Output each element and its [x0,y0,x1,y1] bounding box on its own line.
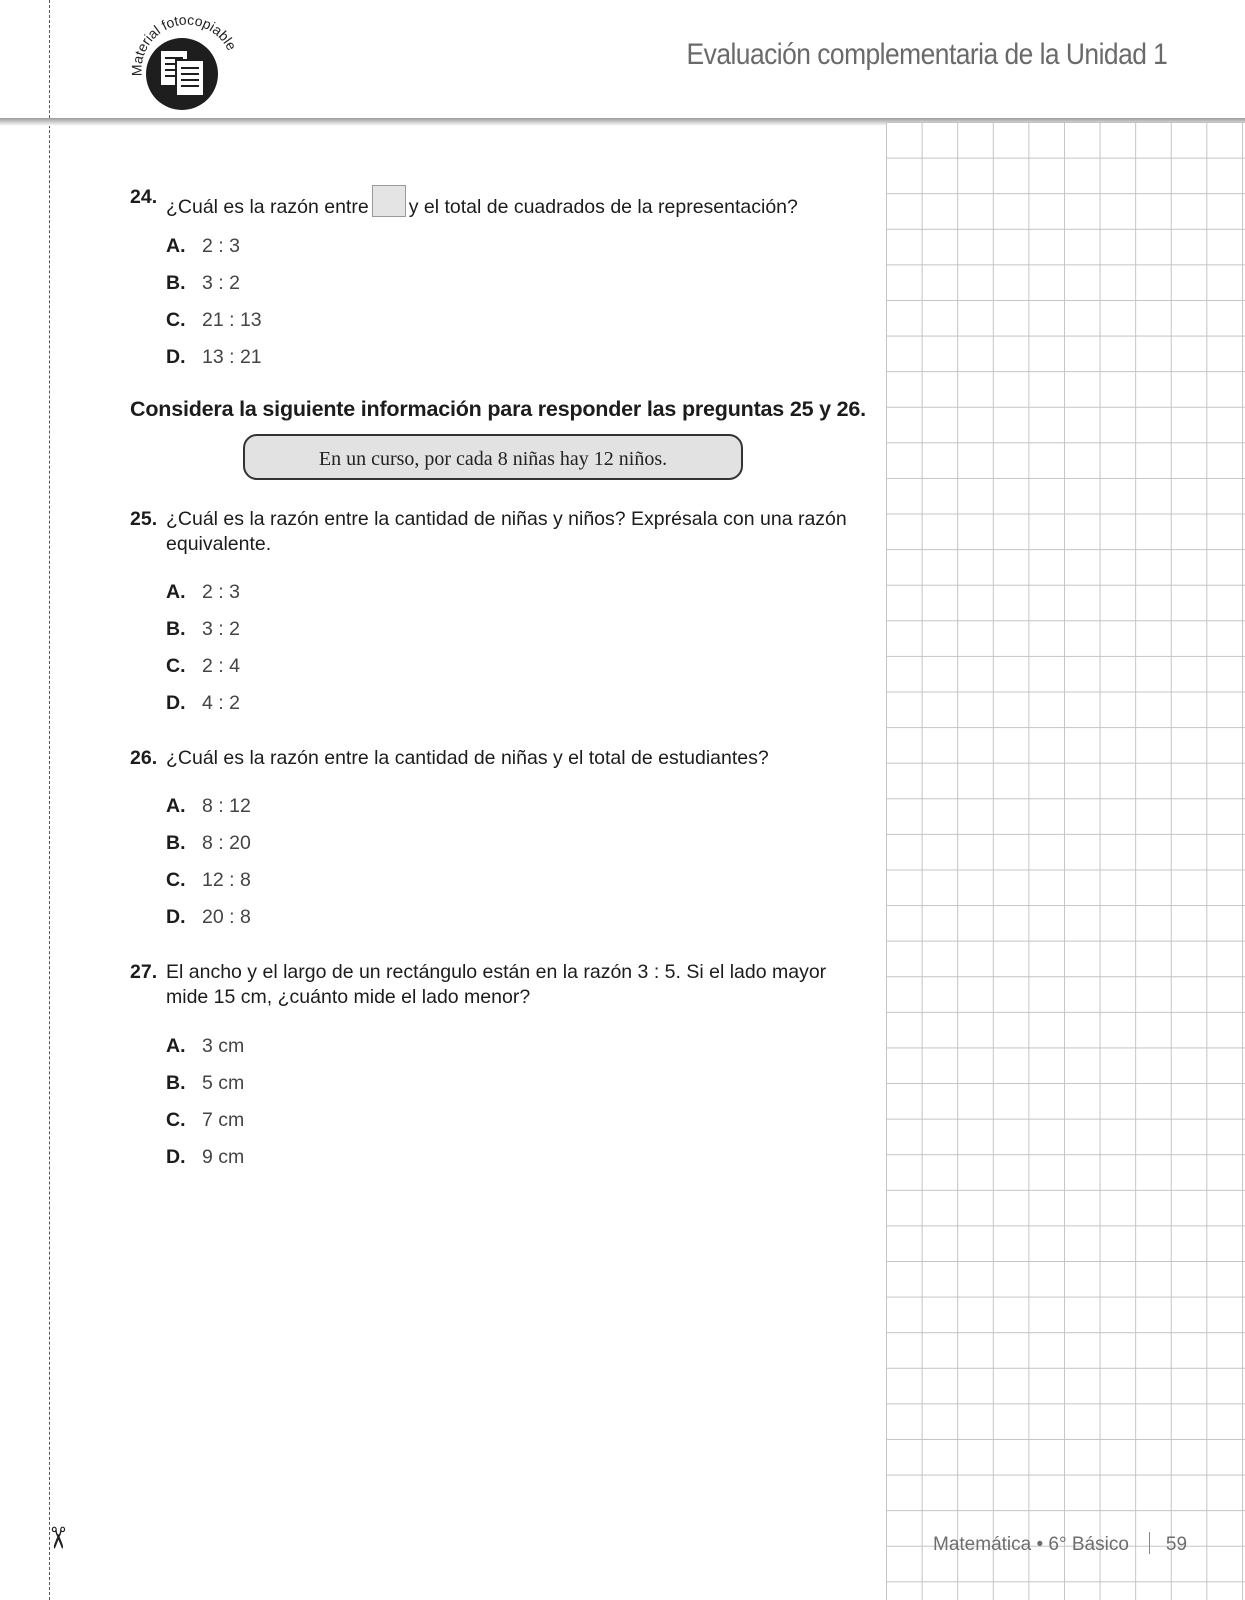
option-b[interactable]: B. 5 cm [166,1072,245,1094]
option-b[interactable]: B. 3 : 2 [166,272,240,294]
option-d[interactable]: D. 4 : 2 [166,692,240,714]
option-d[interactable]: D. 9 cm [166,1146,245,1168]
option-b[interactable]: B. 8 : 20 [166,832,251,854]
option-c[interactable]: C. 12 : 8 [166,869,251,891]
option-d[interactable]: D. 20 : 8 [166,906,251,928]
options-24 [166,234,262,382]
cut-line [49,0,50,1600]
page-footer [933,1532,1187,1556]
photocopy-badge [120,14,250,114]
footer-subject: Matemática • 6° Básico [933,1534,1129,1555]
svg-text:Material fotocopiable: Material fotocopiable [128,14,240,77]
footer-separator [1149,1532,1150,1554]
question-27 [130,960,860,1010]
scissors-icon: ✂ [39,1525,75,1551]
option-b[interactable]: B. 3 : 2 [166,618,240,640]
question-24 [130,185,860,220]
option-c[interactable]: C. 7 cm [166,1109,245,1131]
info-box: En un curso, por cada 8 niñas hay 12 niños. [243,434,743,480]
option-a[interactable]: A. 3 cm [166,1035,245,1057]
option-a[interactable]: A. 2 : 3 [166,235,240,257]
options-26 [166,794,251,942]
instruction-heading: Considera la siguiente información para responder las preguntas 25 y 26. [130,397,866,421]
question-text: ¿Cuál es la razón entre y el total de cuadrados de la representación? [166,185,860,220]
question-text: ¿Cuál es la razón entre la cantidad de niñas y niños? Exprésala con una razón equivalente. [166,508,847,555]
question-26 [130,746,860,771]
question-number: 25. [130,508,158,530]
page-header-title: Evaluación complementaria de la Unidad 1 [686,38,1167,71]
option-c[interactable]: C. 2 : 4 [166,655,240,677]
grid-notes-area [886,122,1245,1600]
question-number: 27. [130,961,158,983]
question-number: 26. [130,747,158,769]
option-a[interactable]: A. 2 : 3 [166,581,240,603]
question-25 [130,507,860,557]
question-number: 24. [130,186,158,208]
options-27 [166,1034,244,1182]
question-text: El ancho y el largo de un rectángulo están en la razón 3 : 5. Si el lado mayor mide 15 cm, ¿cuánto mide el lado menor? [166,961,827,1008]
question-text: ¿Cuál es la razón entre la cantidad de niñas y el total de estudiantes? [166,747,769,769]
option-d[interactable]: D. 13 : 21 [166,346,262,368]
options-25 [166,580,240,728]
option-a[interactable]: A. 8 : 12 [166,795,251,817]
gray-square-symbol [372,185,406,217]
option-c[interactable]: C. 21 : 13 [166,309,262,331]
page-number: 59 [1165,1534,1188,1555]
